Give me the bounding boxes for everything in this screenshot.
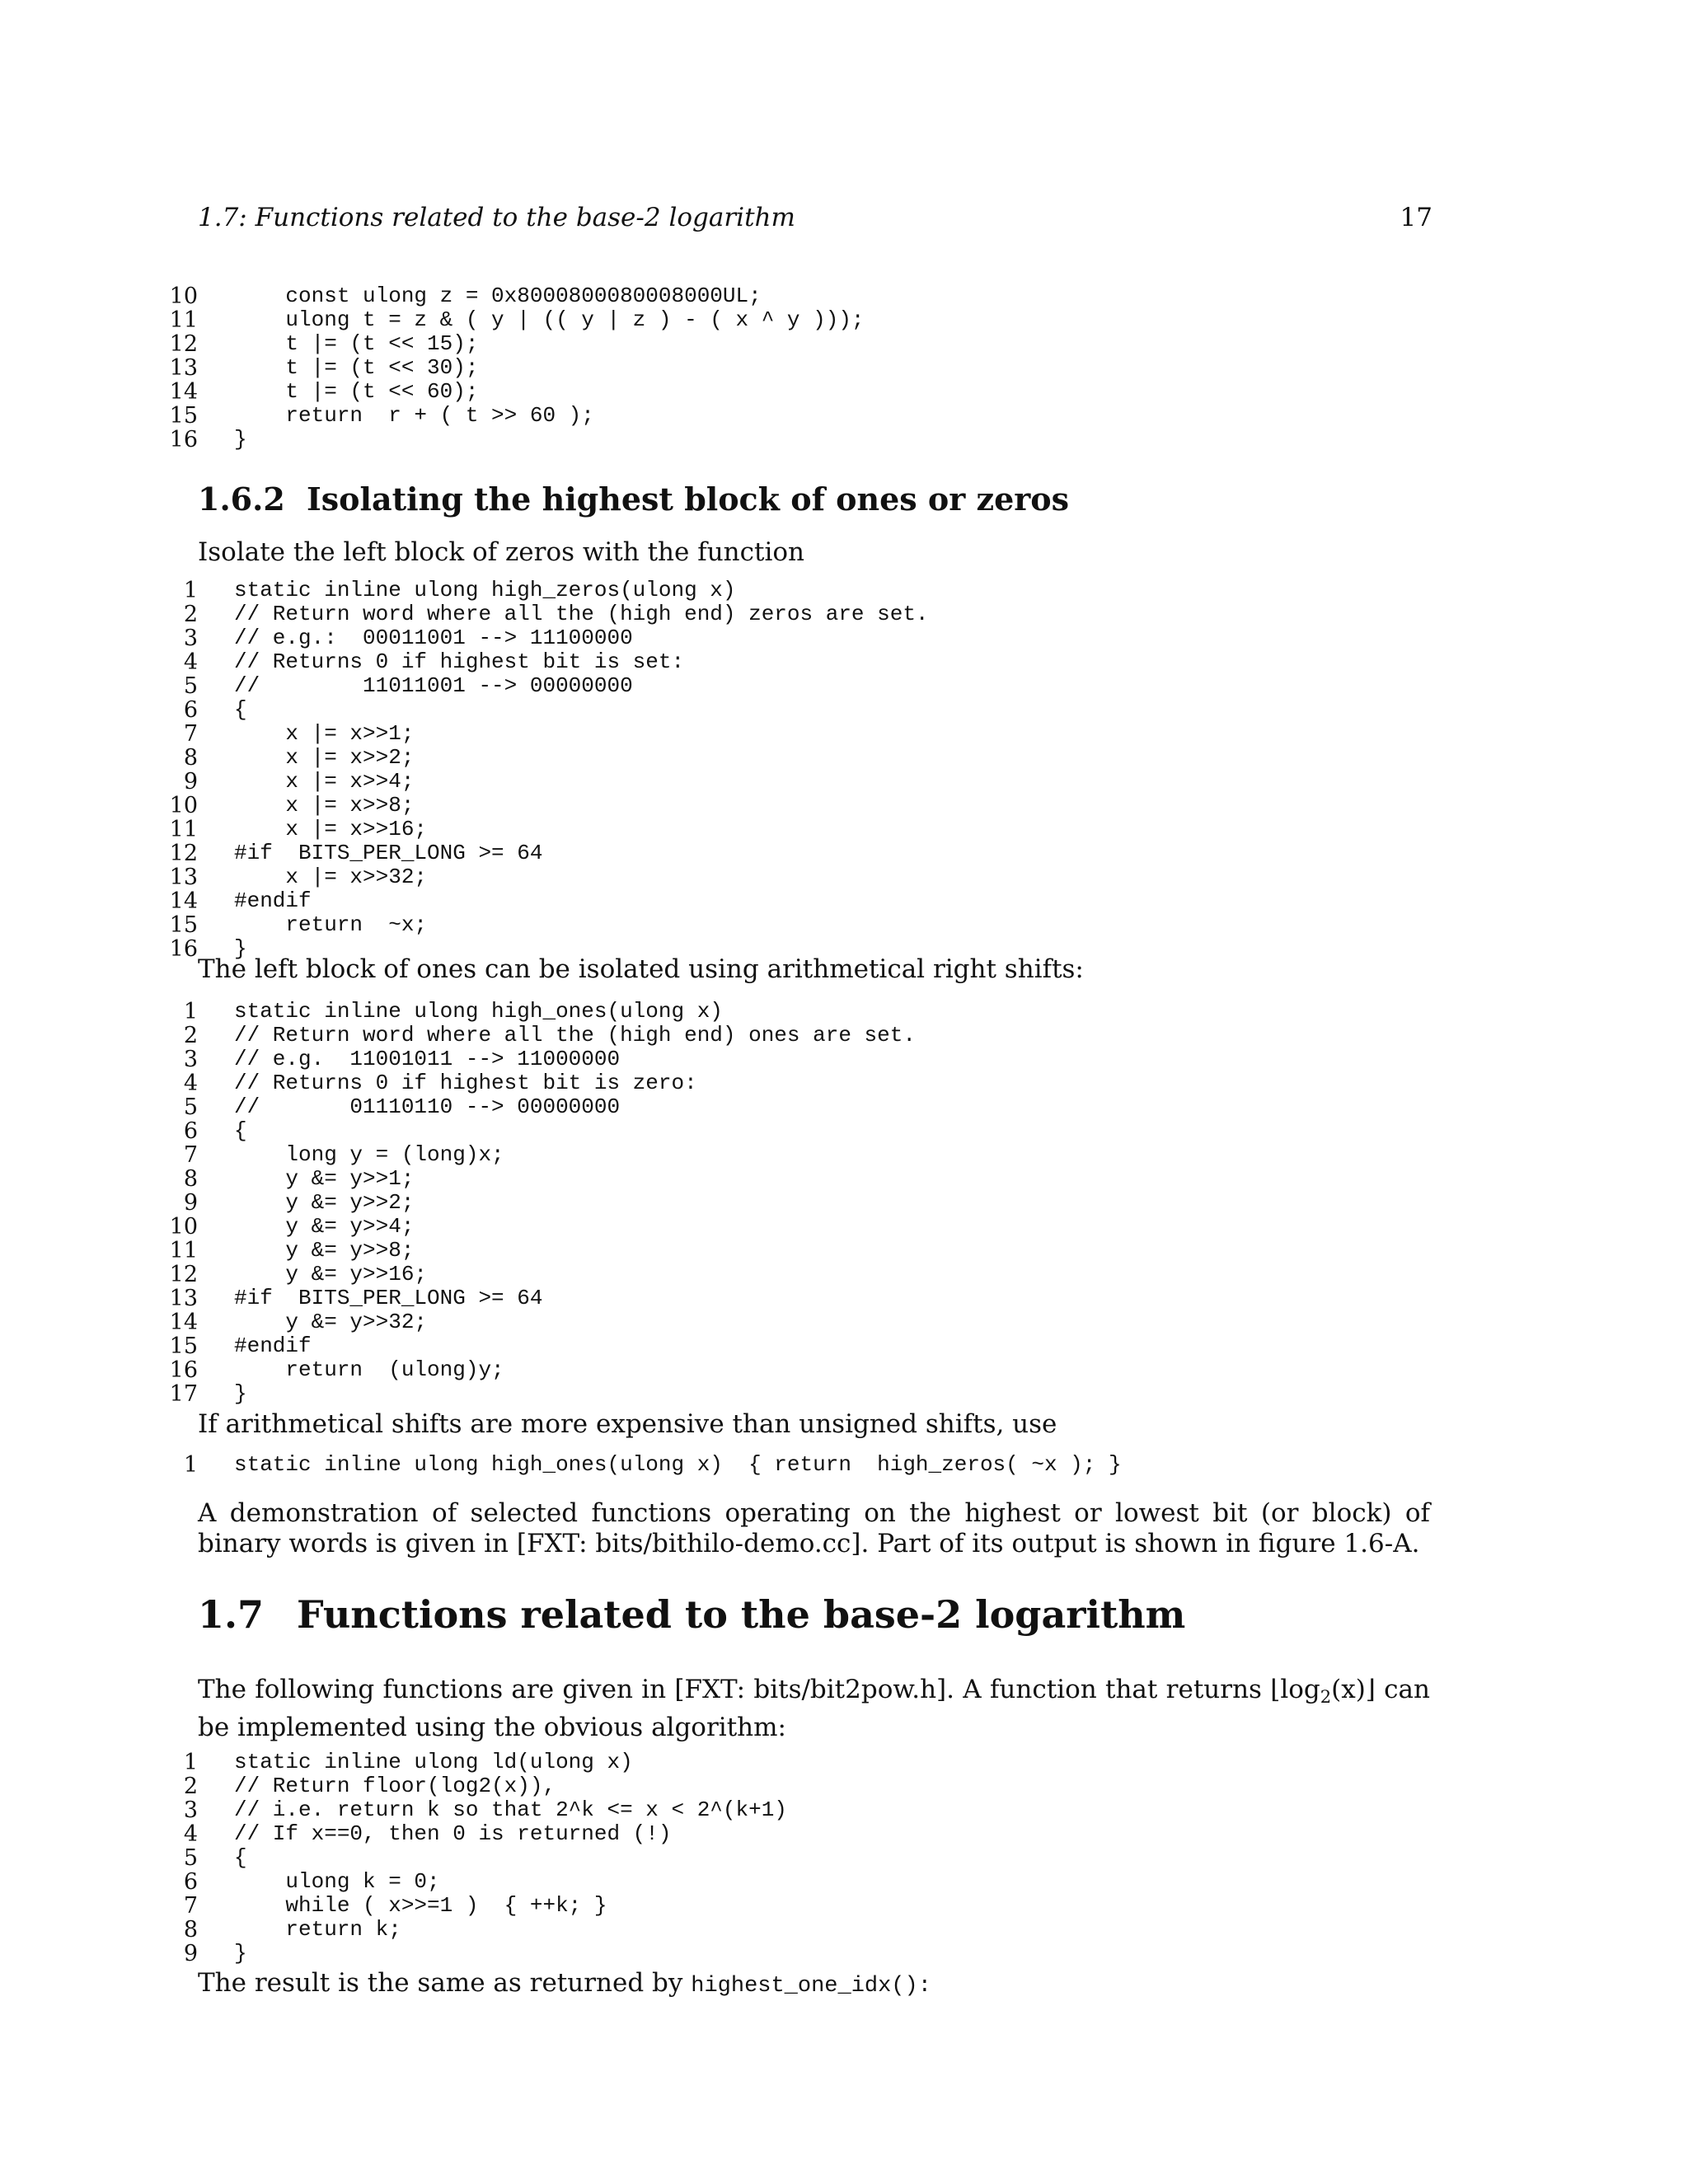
line-number: 4 [183,1821,198,1847]
code-line [0,1774,1688,1798]
paragraph-isolate-zeros: Isolate the left block of zeros with the function [198,537,804,567]
code-text: x |= x>>2; [234,745,415,770]
code-text: // Returns 0 if highest bit is zero: [234,1071,697,1095]
code-text: x |= x>>16; [234,817,428,841]
code-text: // Returns 0 if highest bit is set: [234,649,685,674]
code-line [0,380,1688,404]
line-number: 15 [169,403,198,429]
code-line [0,1918,1688,1942]
code-line [0,308,1688,332]
code-text: } [234,936,247,961]
line-number: 10 [169,1214,198,1240]
code-line [0,1870,1688,1894]
code-text: x |= x>>1; [234,721,415,746]
code-text: return k; [234,1917,401,1942]
code-line [0,1024,1688,1047]
code-text: static inline ulong high_ones(ulong x) { return high_zeros( ~x ); } [234,1452,1122,1477]
line-number: 7 [183,1893,198,1919]
code-line [0,794,1688,818]
line-number: 6 [183,1869,198,1895]
code-text: x |= x>>32; [234,865,428,889]
line-number: 13 [169,355,198,381]
code-text: ulong t = z & ( y | (( y | z ) - ( x ^ y ))); [234,307,865,332]
code-line [0,650,1688,674]
code-text: static inline ulong ld(ulong x) [234,1750,633,1774]
para-text-after: (x)⌋ can be implemented using the obvious algorithm: [198,1675,1430,1742]
para-text-before: The following functions are given in [FXT: bits/bit2pow.h]. A function that returns ⌊log [198,1675,1320,1704]
line-number: 16 [169,1357,198,1383]
code-text: ulong k = 0; [234,1869,440,1894]
code-line [0,1286,1688,1310]
line-number: 14 [169,1310,198,1335]
code-text: // e.g.: 00011001 --> 11100000 [234,626,633,650]
code-line [0,1047,1688,1071]
code-line [0,818,1688,841]
code-text: t |= (t << 15); [234,331,479,356]
code-text: // Return floor(log2(x)), [234,1774,556,1798]
code-line [0,1846,1688,1870]
code-text: // If x==0, then 0 is returned (!) [234,1821,672,1846]
line-number: 8 [183,745,198,771]
paragraph-following-functions [198,1675,1430,1743]
code-line [0,1119,1688,1143]
code-line [0,1263,1688,1286]
line-number: 14 [169,888,198,914]
code-listing-ld [0,1750,1688,1966]
line-number: 3 [183,1047,198,1072]
code-line [0,356,1688,380]
code-line [0,746,1688,770]
line-number: 6 [183,697,198,723]
code-text: { [234,1118,247,1143]
code-line [0,626,1688,650]
paragraph-demonstration: A demonstration of selected functions operating on the highest or lowest bit (or block) of binary words is given in [FXT: bits/bithilo-demo.cc]. Part of its output is shown in figure 1.6-A. [198,1498,1430,1558]
code-line [0,1358,1688,1382]
line-number: 7 [183,1142,198,1168]
code-line [0,1382,1688,1406]
line-number: 11 [169,307,198,333]
code-line [0,865,1688,889]
line-number: 17 [169,1381,198,1407]
code-text: while ( x>>=1 ) { ++k; } [234,1893,607,1918]
paragraph-result [198,1968,1430,2002]
code-text: t |= (t << 60); [234,379,479,404]
line-number: 12 [169,331,198,357]
line-number: 4 [183,649,198,675]
code-text: return ~x; [234,912,428,937]
code-line [0,841,1688,865]
line-number: 14 [169,379,198,405]
code-line [0,1095,1688,1119]
code-text: #if BITS_PER_LONG >= 64 [234,1286,543,1310]
line-number: 10 [169,284,198,309]
paragraph-left-block-ones: The left block of ones can be isolated using arithmetical right shifts: [198,954,1084,984]
line-number: 11 [169,1238,198,1263]
code-text: // e.g. 11001011 --> 11000000 [234,1047,621,1071]
line-number: 5 [183,1845,198,1871]
line-number: 9 [183,1190,198,1216]
code-line [0,428,1688,452]
code-text: static inline ulong high_ones(ulong x) [234,999,723,1024]
paragraph-arithmetical-shifts: If arithmetical shifts are more expensive than unsigned shifts, use [198,1409,1057,1439]
line-number: 8 [183,1917,198,1943]
line-number: 12 [169,841,198,866]
line-number: 3 [183,626,198,651]
code-line [0,770,1688,794]
line-number: 15 [169,1333,198,1359]
code-line [0,602,1688,626]
code-line [0,1798,1688,1822]
section-number: 1.6.2 [198,480,285,518]
code-text: { [234,697,247,722]
section-heading-1-7 [198,1592,1185,1637]
line-number: 16 [169,936,198,962]
line-number: 2 [183,1774,198,1799]
line-number: 6 [183,1118,198,1144]
code-text: // i.e. return k so that 2^k <= x < 2^(k+1) [234,1797,787,1822]
code-listing-high-ones [0,1000,1688,1406]
code-text: } [234,427,247,452]
code-line [0,1239,1688,1263]
code-line [0,332,1688,356]
code-listing-popcount-tail [0,284,1688,452]
code-line [0,404,1688,428]
code-text: y &= y>>1; [234,1166,415,1191]
line-number: 1 [183,578,198,603]
code-text: #endif [234,1333,312,1358]
code-text: #endif [234,888,312,913]
log-subscript: 2 [1320,1687,1332,1707]
code-line [0,1310,1688,1334]
code-text: y &= y>>16; [234,1262,428,1286]
code-text: } [234,1381,247,1406]
code-line [0,284,1688,308]
code-line [0,1942,1688,1966]
code-line [0,1215,1688,1239]
line-number: 3 [183,1797,198,1823]
code-line [0,674,1688,698]
code-text: x |= x>>8; [234,793,415,818]
line-number: 9 [183,1941,198,1966]
code-text: // Return word where all the (high end) ones are set. [234,1023,916,1047]
code-line [0,1894,1688,1918]
code-text: // Return word where all the (high end) zeros are set. [234,602,929,626]
code-listing-high-zeros [0,579,1688,961]
code-text: // 11011001 --> 00000000 [234,673,633,698]
section-title: Functions related to the base-2 logarithm [297,1592,1186,1637]
line-number: 2 [183,1023,198,1048]
code-line [0,722,1688,746]
code-text: // 01110110 --> 00000000 [234,1094,621,1119]
code-text: } [234,1941,247,1966]
code-line [0,913,1688,937]
line-number: 5 [183,673,198,699]
section-number: 1.7 [198,1592,265,1637]
code-text: #if BITS_PER_LONG >= 64 [234,841,543,865]
line-number: 1 [183,999,198,1024]
code-text: y &= y>>8; [234,1238,415,1263]
line-number: 5 [183,1094,198,1120]
code-line [0,1453,1688,1477]
code-text: y &= y>>32; [234,1310,428,1334]
code-listing-high-ones-alt [0,1453,1688,1477]
code-text: static inline ulong high_zeros(ulong x) [234,578,736,602]
code-line [0,579,1688,602]
line-number: 11 [169,817,198,842]
line-number: 9 [183,769,198,794]
code-text: y &= y>>4; [234,1214,415,1239]
code-text: y &= y>>2; [234,1190,415,1215]
code-line [0,1167,1688,1191]
line-number: 16 [169,427,198,452]
line-number: 2 [183,602,198,627]
line-number: 7 [183,721,198,747]
code-line [0,1071,1688,1095]
code-text: return (ulong)y; [234,1357,504,1382]
code-text: { [234,1845,247,1870]
section-title: Isolating the highest block of ones or zeros [307,480,1070,518]
code-text: t |= (t << 30); [234,355,479,380]
line-number: 1 [183,1452,198,1478]
code-line [0,1191,1688,1215]
line-number: 15 [169,912,198,938]
code-line [0,1143,1688,1167]
code-line [0,698,1688,722]
line-number: 13 [169,865,198,890]
code-line [0,1334,1688,1358]
code-line [0,889,1688,913]
code-line [0,1822,1688,1846]
code-text: return r + ( t >> 60 ); [234,403,594,428]
code-text: const ulong z = 0x8000800080008000UL; [234,284,762,308]
inline-code-highest-one-idx: highest_one_idx(): [691,1974,931,1999]
line-number: 12 [169,1262,198,1287]
page-number: 17 [1400,203,1432,232]
code-text: long y = (long)x; [234,1142,504,1167]
para-result-text: The result is the same as returned by [198,1968,692,1998]
line-number: 1 [183,1750,198,1775]
code-text: x |= x>>4; [234,769,415,794]
running-header-title: 1.7: Functions related to the base-2 logarithm [198,203,795,232]
code-line [0,1000,1688,1024]
code-line [0,1750,1688,1774]
line-number: 13 [169,1286,198,1311]
line-number: 8 [183,1166,198,1192]
line-number: 4 [183,1071,198,1096]
line-number: 10 [169,793,198,818]
section-heading-1-6-2 [198,480,1069,518]
